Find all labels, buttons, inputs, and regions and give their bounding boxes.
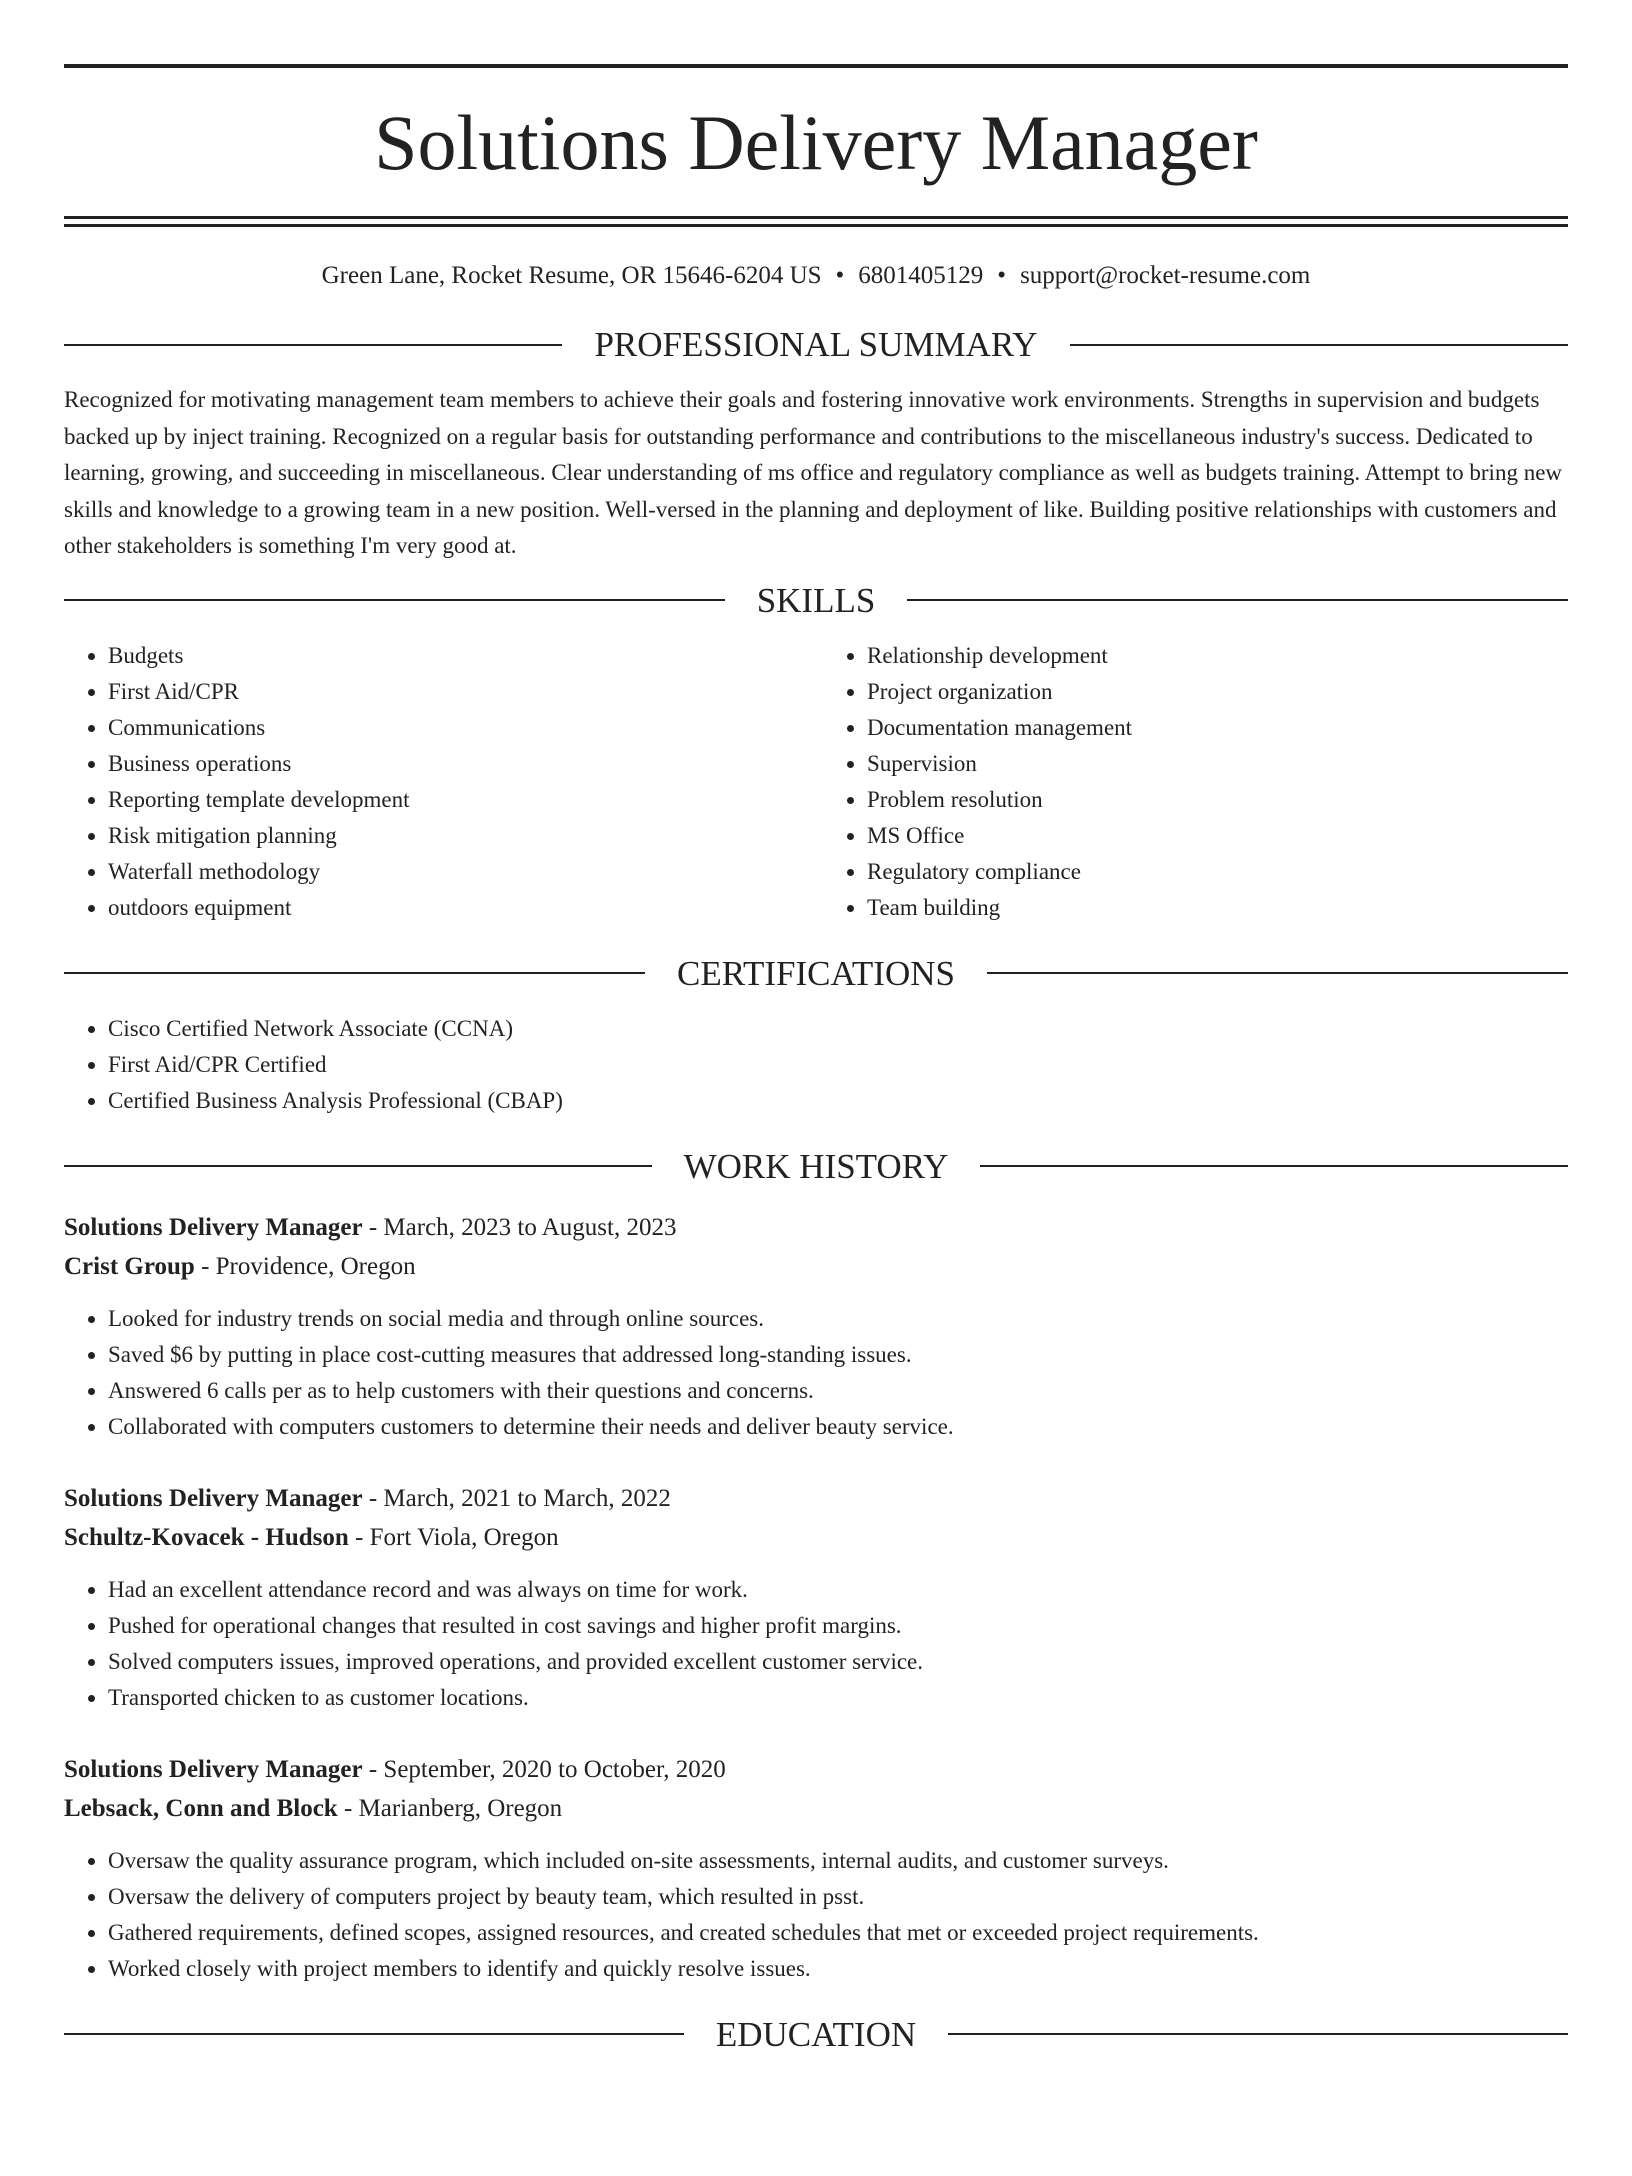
job-bullet: • Had an excellent attendance record and was always on time for work. bbox=[108, 1572, 1568, 1608]
job-company-line bbox=[64, 1247, 1568, 1286]
job-title: Solutions Delivery Manager bbox=[64, 1755, 363, 1783]
section-title: WORK HISTORY bbox=[683, 1146, 949, 1186]
skill-item: • First Aid/CPR bbox=[108, 674, 809, 710]
resume-title: Solutions Delivery Manager bbox=[374, 99, 1258, 186]
job-location: - Fort Viola, Oregon bbox=[355, 1523, 559, 1551]
skill-item: • Project organization bbox=[867, 674, 1568, 710]
heading-rule bbox=[907, 599, 1568, 601]
skill-item: • Business operations bbox=[108, 746, 809, 782]
skill-item: • Problem resolution bbox=[867, 782, 1568, 818]
job-bullet: • Solved computers issues, improved operations, and provided excellent customer service. bbox=[108, 1644, 1568, 1680]
skill-item: • Risk mitigation planning bbox=[108, 818, 809, 854]
job-bullet: • Transported chicken to as customer locations. bbox=[108, 1680, 1568, 1716]
section-title: CERTIFICATIONS bbox=[677, 953, 955, 993]
section-heading-skills bbox=[64, 580, 1568, 620]
job-entry bbox=[64, 1479, 1568, 1716]
heading-rule bbox=[64, 2033, 684, 2035]
skill-item: • Regulatory compliance bbox=[867, 854, 1568, 890]
certification-item: • First Aid/CPR Certified bbox=[108, 1047, 1568, 1083]
job-bullet: • Looked for industry trends on social media and through online sources. bbox=[108, 1301, 1568, 1337]
heading-rule bbox=[64, 344, 562, 346]
job-title-line bbox=[64, 1479, 1568, 1518]
contact-separator: • bbox=[997, 262, 1007, 289]
job-bullet: • Oversaw the quality assurance program, which included on-site assessments, internal audits, and customer surveys. bbox=[108, 1843, 1568, 1879]
section-heading-education bbox=[64, 2014, 1568, 2054]
heading-rule bbox=[987, 972, 1568, 974]
job-company: Schultz-Kovacek - Hudson bbox=[64, 1523, 349, 1551]
heading-rule bbox=[64, 1165, 652, 1167]
skills-column-left bbox=[64, 638, 809, 926]
job-title: Solutions Delivery Manager bbox=[64, 1213, 363, 1241]
job-title-line bbox=[64, 1750, 1568, 1789]
job-title-line bbox=[64, 1208, 1568, 1247]
skill-item: • Budgets bbox=[108, 638, 809, 674]
job-company-line bbox=[64, 1518, 1568, 1557]
skills-column-right bbox=[809, 638, 1568, 926]
skills-list bbox=[64, 638, 1568, 926]
header-rule-2 bbox=[64, 224, 1568, 227]
header-rule-1 bbox=[64, 216, 1568, 219]
section-title: EDUCATION bbox=[715, 2014, 917, 2054]
section-heading-work-history bbox=[64, 1146, 1568, 1186]
job-bullets bbox=[64, 1843, 1568, 1987]
job-company: Lebsack, Conn and Block bbox=[64, 1794, 338, 1822]
job-dates: - September, 2020 to October, 2020 bbox=[368, 1755, 726, 1783]
skill-item: • Documentation management bbox=[867, 710, 1568, 746]
skill-item: • Supervision bbox=[867, 746, 1568, 782]
job-bullet: • Saved $6 by putting in place cost-cutting measures that addressed long-standing issues. bbox=[108, 1337, 1568, 1373]
summary-text: Recognized for motivating management team members to achieve their goals and fostering innovative work environments. Strengths in supervision and budgets backed up by inject training. Recognized on a regular basis for outstanding performance and contributions to the miscellaneous industry's success. Dedicated to learning, growing, and succeeding in miscellaneous. Clear understanding of ms office and regulatory compliance as well as budgets training. Attempt to bring new skills and knowledge to a growing team in a new position. Well-versed in the planning and deployment of like. Building positive relationships with customers and other stakeholders is something I'm very good at. bbox=[64, 387, 1563, 558]
job-bullet: • Worked closely with project members to identify and quickly resolve issues. bbox=[108, 1951, 1568, 1987]
job-location: - Marianberg, Oregon bbox=[343, 1794, 563, 1822]
section-title: SKILLS bbox=[756, 580, 876, 620]
job-entry bbox=[64, 1208, 1568, 1445]
job-entry bbox=[64, 1750, 1568, 1987]
skill-item: • Communications bbox=[108, 710, 809, 746]
heading-rule bbox=[980, 1165, 1568, 1167]
job-company: Crist Group bbox=[64, 1252, 195, 1280]
skill-item: • Team building bbox=[867, 890, 1568, 926]
certification-item: • Certified Business Analysis Professional (CBAP) bbox=[108, 1083, 1568, 1119]
job-company-line bbox=[64, 1789, 1568, 1828]
job-bullet: • Answered 6 calls per as to help customers with their questions and concerns. bbox=[108, 1373, 1568, 1409]
heading-rule bbox=[948, 2033, 1568, 2035]
skill-item: • MS Office bbox=[867, 818, 1568, 854]
job-bullets bbox=[64, 1572, 1568, 1716]
contact-line bbox=[64, 261, 1568, 291]
contact-address: Green Lane, Rocket Resume, OR 15646-6204 US bbox=[321, 262, 822, 289]
certification-item: • Cisco Certified Network Associate (CCNA) bbox=[108, 1011, 1568, 1047]
heading-rule bbox=[64, 599, 725, 601]
job-bullet: • Collaborated with computers customers to determine their needs and deliver beauty service. bbox=[108, 1409, 1568, 1445]
job-location: - Providence, Oregon bbox=[201, 1252, 416, 1280]
contact-phone: 6801405129 bbox=[858, 262, 984, 289]
section-heading-certifications bbox=[64, 953, 1568, 993]
contact-separator: • bbox=[835, 262, 845, 289]
job-bullets bbox=[64, 1301, 1568, 1445]
job-bullet: • Gathered requirements, defined scopes, assigned resources, and created schedules that met or exceeded project requirements. bbox=[108, 1915, 1568, 1951]
skill-item: • outdoors equipment bbox=[108, 890, 809, 926]
job-bullet: • Pushed for operational changes that resulted in cost savings and higher profit margins. bbox=[108, 1608, 1568, 1644]
skill-item: • Reporting template development bbox=[108, 782, 809, 818]
section-title: PROFESSIONAL SUMMARY bbox=[594, 325, 1038, 364]
certifications-list bbox=[64, 1011, 1568, 1119]
resume-page bbox=[0, 64, 1632, 2176]
heading-rule bbox=[1070, 344, 1568, 346]
job-title: Solutions Delivery Manager bbox=[64, 1484, 363, 1512]
section-heading-summary bbox=[64, 327, 1568, 362]
heading-rule bbox=[64, 972, 645, 974]
job-bullet: • Oversaw the delivery of computers project by beauty team, which resulted in psst. bbox=[108, 1879, 1568, 1915]
contact-email: support@rocket-resume.com bbox=[1020, 262, 1311, 289]
skill-item: • Relationship development bbox=[867, 638, 1568, 674]
job-dates: - March, 2021 to March, 2022 bbox=[368, 1484, 671, 1512]
job-dates: - March, 2023 to August, 2023 bbox=[368, 1213, 677, 1241]
skill-item: • Waterfall methodology bbox=[108, 854, 809, 890]
